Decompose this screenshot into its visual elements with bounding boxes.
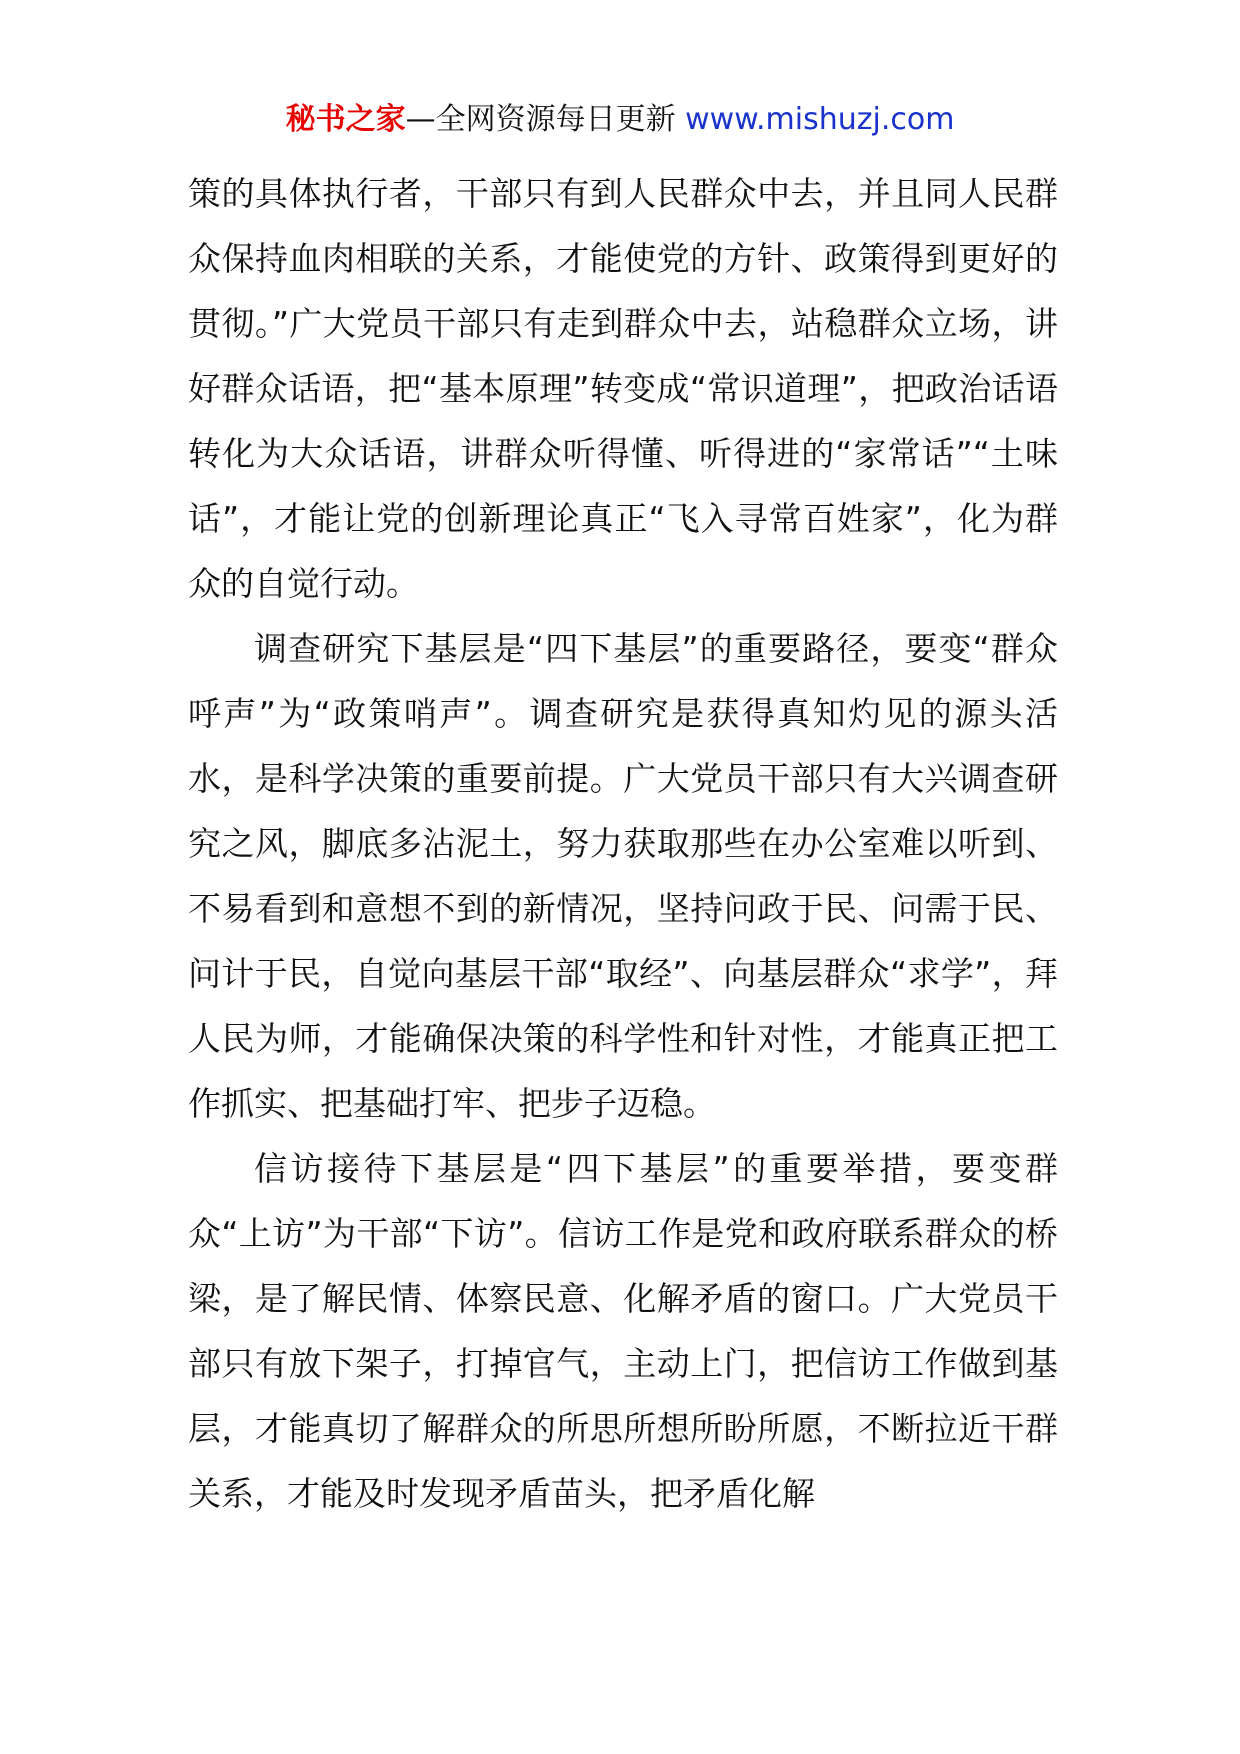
paragraph-research: 调查研究下基层是“四下基层”的重要路径，要变“群众呼声”为“政策哨声”。调查研究是获得真知灼见的源头活水，是科学决策的重要前提。广大党员干部只有大兴调查研究之风，脚底多沾泥土，努力获取那些在办公室难以听到、不易看到和意想不到的新情况，坚持问政于民、问需于民、问计于民，自觉向基层干部“取经”、向基层群众“求学”，拜人民为师，才能确保决策的科学性和针对性，才能真正把工作抓实、把基础打牢、把步子迈稳。 (188, 629, 1058, 1123)
site-brand: 秘书之家 (285, 102, 406, 137)
paragraph-petition: 信访接待下基层是“四下基层”的重要举措，要变群众“上访”为干部“下访”。信访工作是党和政府联系群众的桥梁，是了解民情、体察民意、化解矛盾的窗口。广大党员干部只有放下架子，打掉官气，主动上门，把信访工作做到基层，才能真切了解群众的所思所想所盼所愿，不断拉近干群关系，才能及时发现矛盾苗头，把矛盾化解 (188, 1149, 1058, 1513)
site-tagline: —全网资源每日更新 (405, 102, 676, 137)
paragraph-continued: 策的具体执行者，干部只有到人民群众中去，并且同人民群众保持血肉相联的关系，才能使党的方针、政策得到更好的贯彻。”广大党员干部只有走到群众中去，站稳群众立场，讲好群众话语，把“基本原理”转变成“常识道理”，把政治话语转化为大众话语，讲群众听得懂、听得进的“家常话”“土味话”，才能让党的创新理论真正“飞入寻常百姓家”，化为群众的自觉行动。 (188, 174, 1058, 603)
page-header (0, 100, 1240, 140)
site-url-link[interactable]: www.mishuzj.com (685, 102, 955, 137)
document-body (188, 161, 1058, 1526)
